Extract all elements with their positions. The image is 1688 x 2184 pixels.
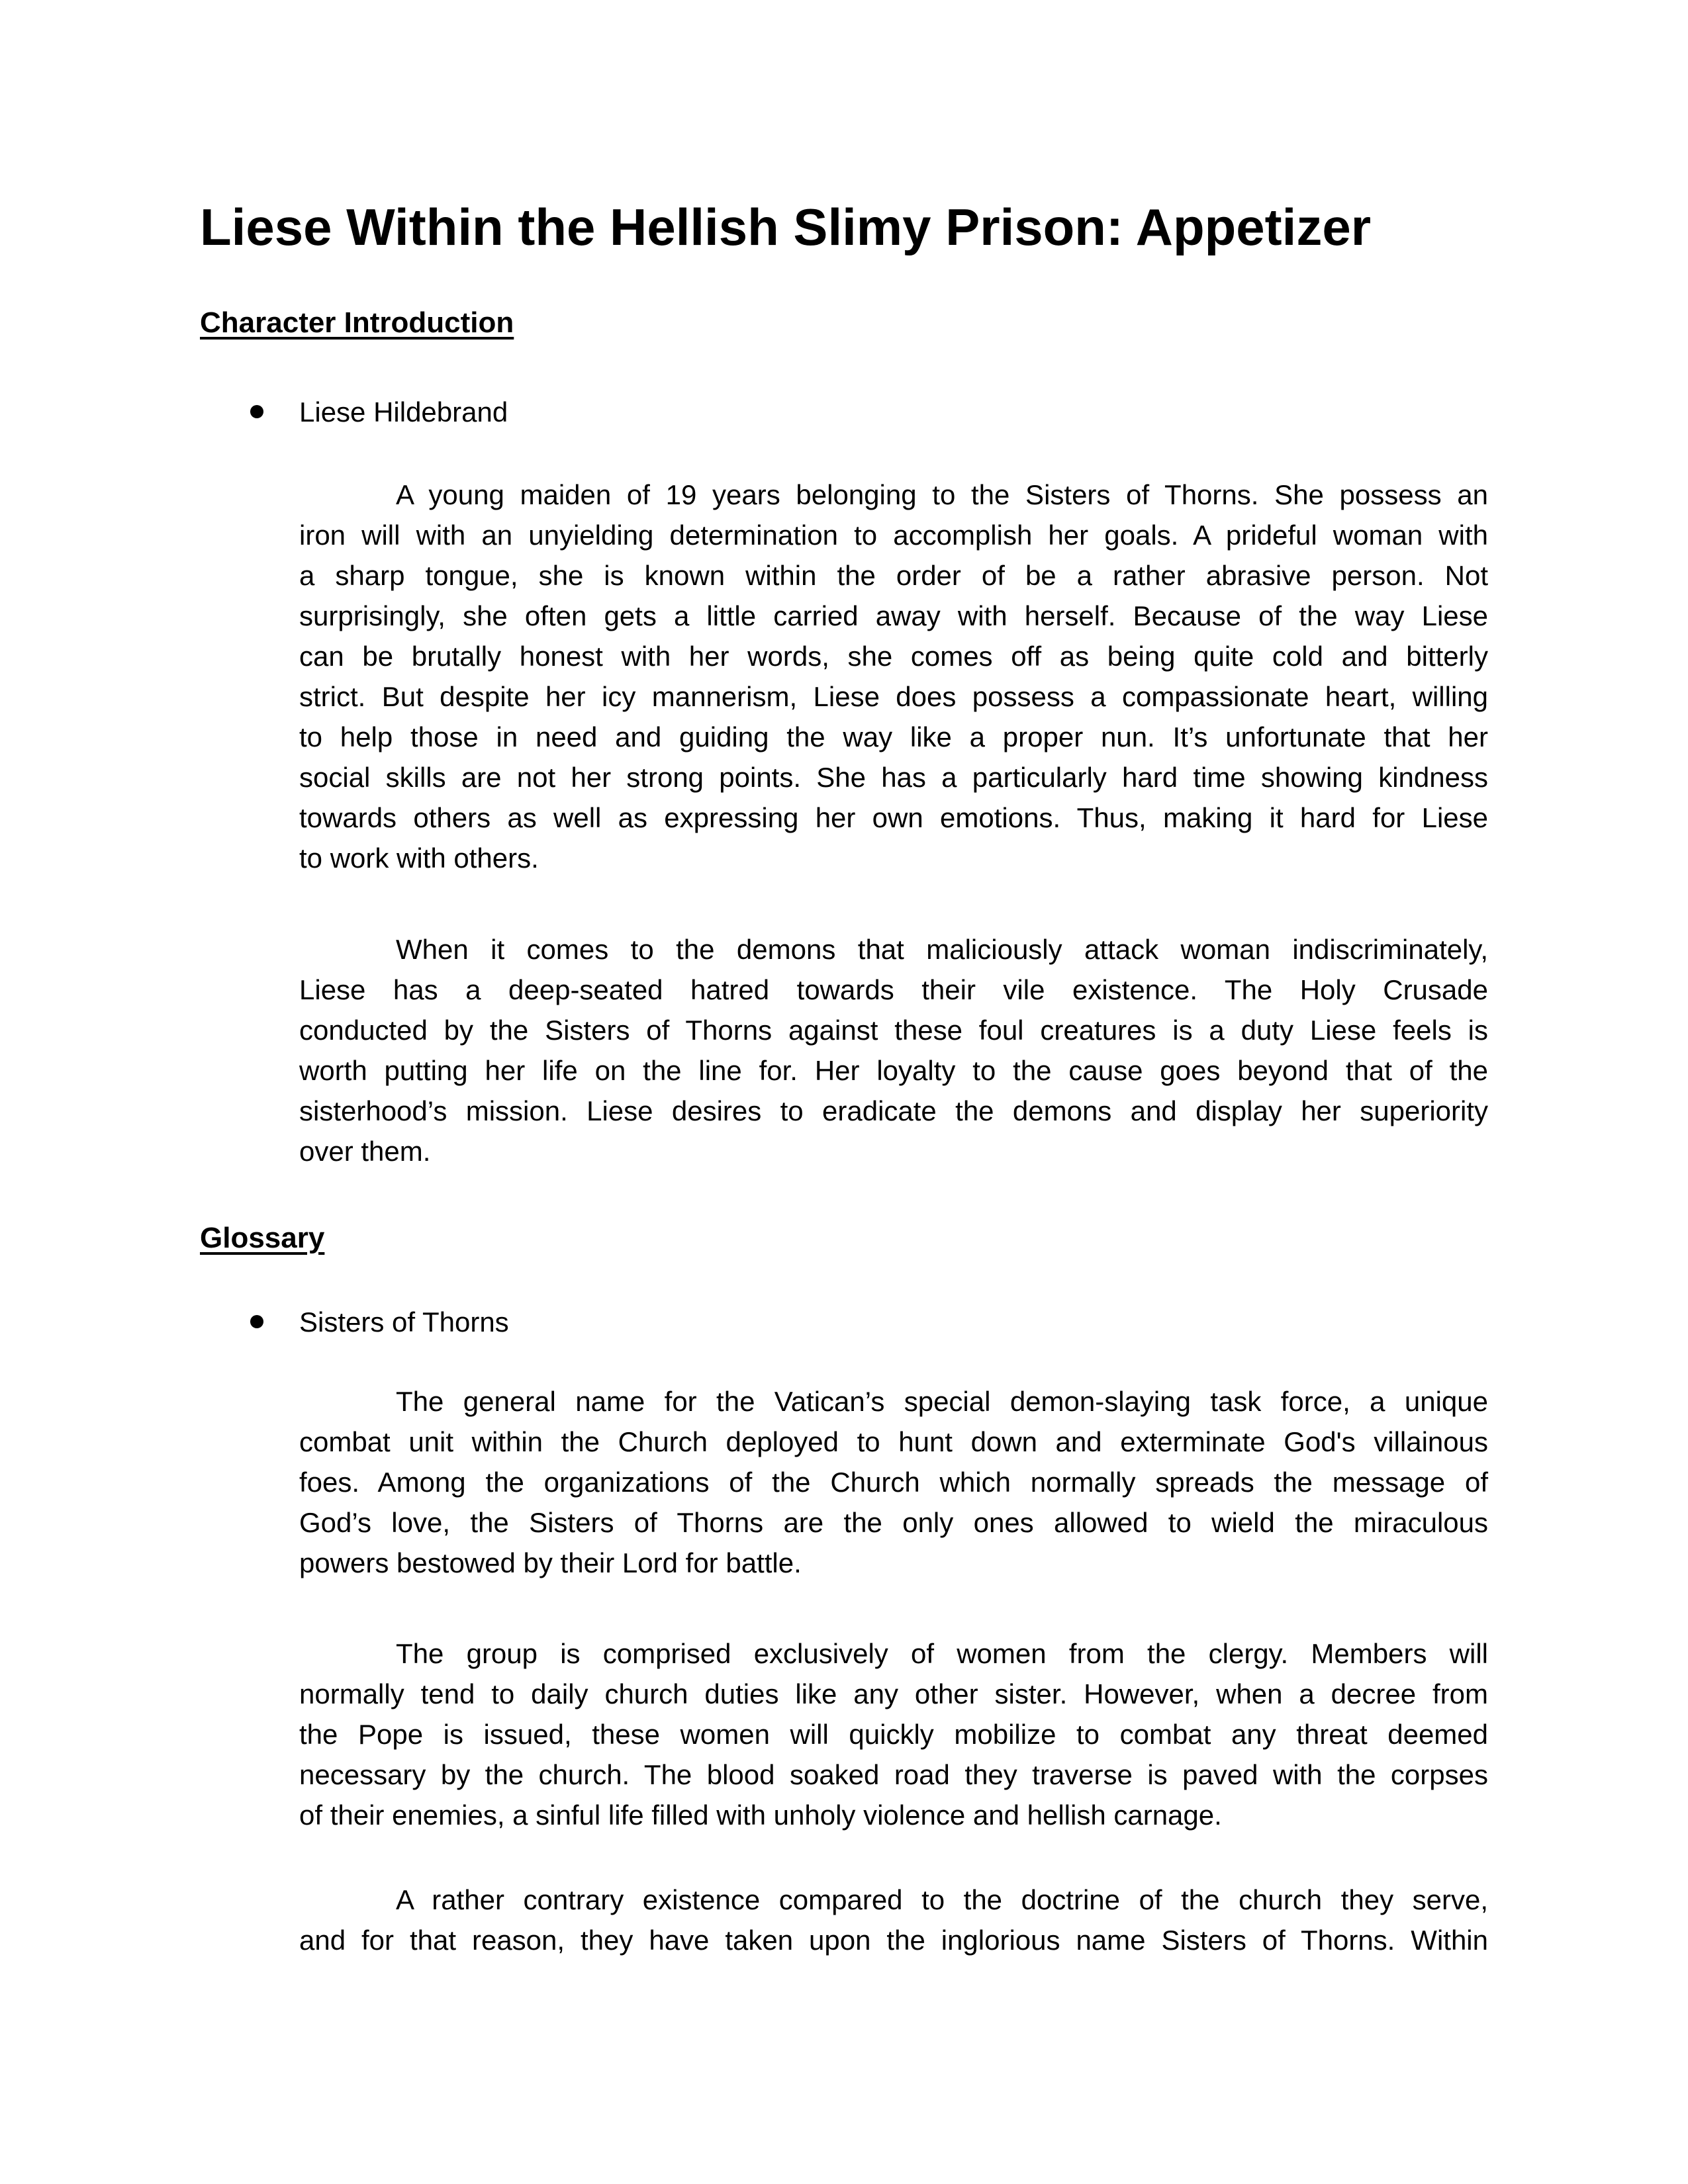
bullet-item-sisters-of-thorns <box>250 1302 509 1342</box>
text-line: a sharp tongue, she is known within the order of be a rather abrasive person. Not <box>299 560 1488 591</box>
text-line: over them. <box>299 1136 431 1167</box>
text-line: to help those in need and guiding the way like a proper nun. It’s unfortunate that her <box>299 721 1488 752</box>
text-line: social skills are not her strong points. She has a particularly hard time showing kindness <box>299 762 1488 793</box>
text-line: When it comes to the demons that maliciously attack woman indiscriminately, <box>396 934 1488 965</box>
text-line: The general name for the Vatican’s special demon-slaying task force, a unique <box>396 1386 1488 1417</box>
text-line: towards others as well as expressing her own emotions. Thus, making it hard for Liese <box>299 802 1488 833</box>
text-line: necessary by the church. The blood soaked road they traverse is paved with the corpses <box>299 1759 1488 1790</box>
text-line: The group is comprised exclusively of women from the clergy. Members will <box>396 1638 1488 1669</box>
text-line: to work with others. <box>299 842 539 874</box>
text-line: the Pope is issued, these women will quickly mobilize to combat any threat deemed <box>299 1719 1488 1750</box>
paragraph-liese-hatred-of-demons <box>299 929 1488 1171</box>
text-line: iron will with an unyielding determination to accomplish her goals. A prideful woman with <box>299 520 1488 551</box>
text-line: strict. But despite her icy mannerism, Liese does possess a compassionate heart, willing <box>299 681 1488 712</box>
paragraph-liese-personality <box>299 475 1488 878</box>
text-line: worth putting her life on the line for. Her loyalty to the cause goes beyond that of the <box>299 1055 1488 1086</box>
text-line: surprisingly, she often gets a little carried away with herself. Because of the way Liese <box>299 600 1488 631</box>
document-title: Liese Within the Hellish Slimy Prison: Appetizer <box>200 198 1372 256</box>
text-line: powers bestowed by their Lord for battle. <box>299 1547 802 1578</box>
text-line: A rather contrary existence compared to the doctrine of the church they serve, <box>396 1884 1488 1915</box>
section-heading-character-introduction: Character Introduction <box>200 306 514 339</box>
bullet-icon <box>250 1315 263 1328</box>
paragraph-sisters-of-thorns-definition <box>299 1381 1488 1583</box>
bullet-icon <box>250 405 263 418</box>
section-heading-glossary: Glossary <box>200 1222 325 1254</box>
bullet-label: Liese Hildebrand <box>299 396 508 428</box>
text-line: sisterhood’s mission. Liese desires to eradicate the demons and display her superiority <box>299 1095 1488 1126</box>
text-line: conducted by the Sisters of Thorns against these foul creatures is a duty Liese feels is <box>299 1015 1488 1046</box>
text-line: Liese has a deep-seated hatred towards their vile existence. The Holy Crusade <box>299 974 1488 1005</box>
bullet-label: Sisters of Thorns <box>299 1306 509 1338</box>
bullet-item-liese-hildebrand <box>250 392 508 432</box>
text-line: A young maiden of 19 years belonging to the Sisters of Thorns. She possess an <box>396 479 1488 510</box>
text-line: normally tend to daily church duties like any other sister. However, when a decree from <box>299 1678 1488 1709</box>
text-line: can be brutally honest with her words, she comes off as being quite cold and bitterly <box>299 641 1488 672</box>
paragraph-sisters-of-thorns-group <box>299 1633 1488 1835</box>
text-line: God’s love, the Sisters of Thorns are the only ones allowed to wield the miraculous <box>299 1507 1488 1538</box>
text-line: and for that reason, they have taken upon the inglorious name Sisters of Thorns. Within <box>299 1925 1488 1956</box>
text-line: of their enemies, a sinful life filled with unholy violence and hellish carnage. <box>299 1799 1222 1831</box>
paragraph-sisters-of-thorns-contrary <box>299 1880 1488 1960</box>
text-line: foes. Among the organizations of the Church which normally spreads the message of <box>299 1467 1488 1498</box>
text-line: combat unit within the Church deployed to hunt down and exterminate God's villainous <box>299 1426 1488 1457</box>
